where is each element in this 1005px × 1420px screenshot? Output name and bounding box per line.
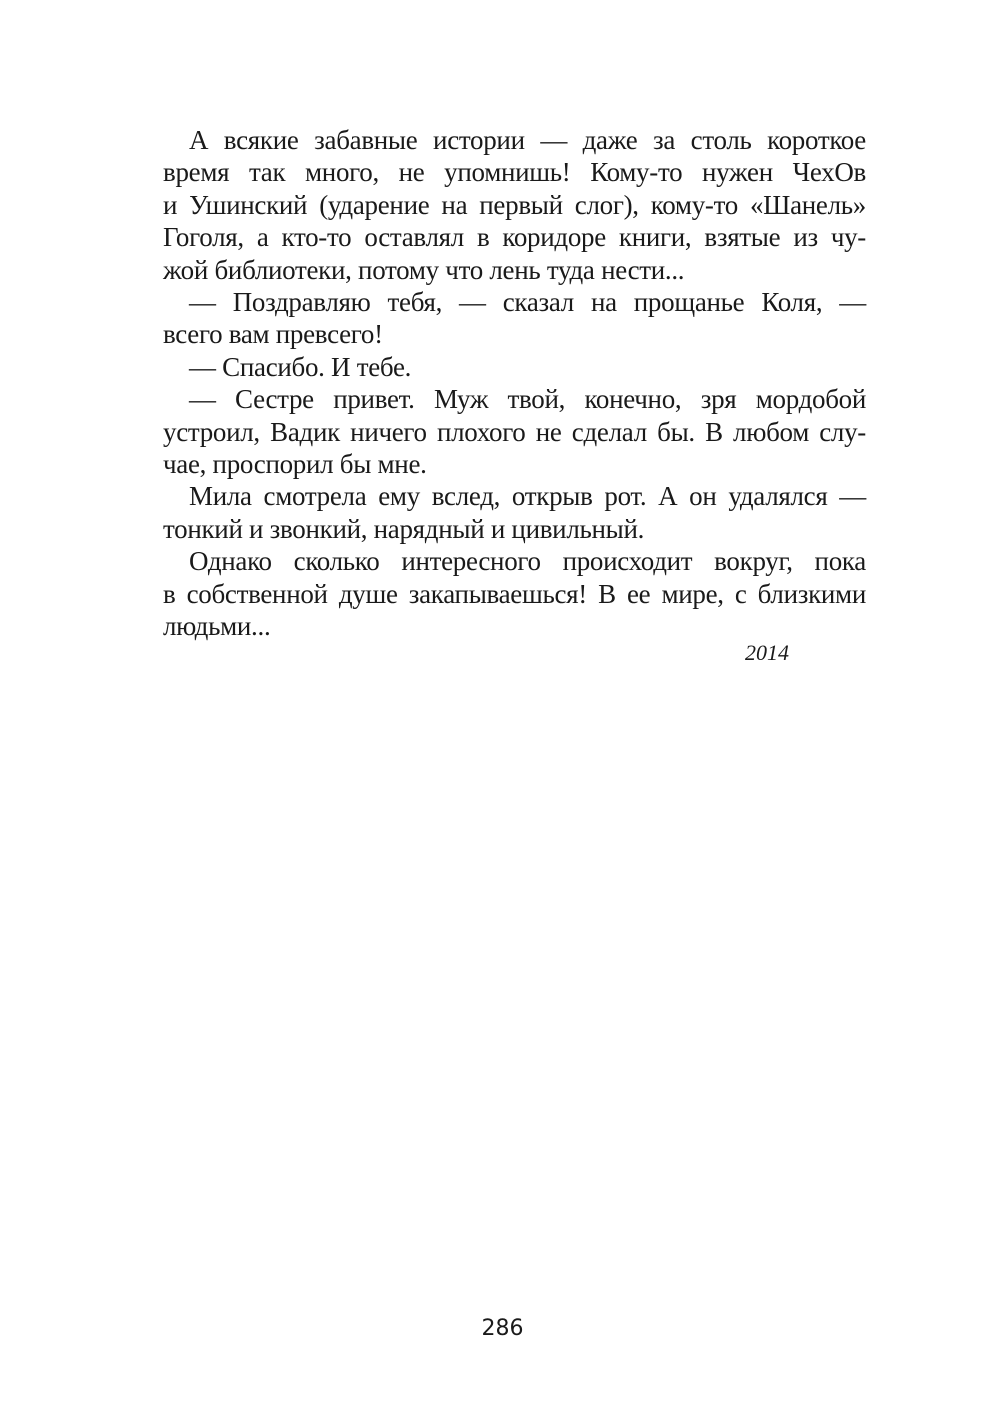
paragraph: [137, 351, 866, 383]
text-line: время так много, не упомнишь! Кому-то нужен ЧехОв: [163, 157, 866, 188]
body-text: [137, 124, 866, 643]
text-line: — Сестре привет. Муж твой, конечно, зря мордобой: [189, 384, 866, 415]
text-line: — Спасибо. И тебе.: [189, 351, 412, 382]
paragraph: [137, 383, 866, 480]
text-line: Однако сколько интересного происходит вокруг, пока: [189, 546, 866, 577]
text-line: и Ушинский (ударение на первый слог), кому-то «Шанель»: [163, 189, 866, 220]
text-line: — Поздравляю тебя, — сказал на прощанье Коля, —: [189, 287, 866, 318]
text-line: всего вам превсего!: [163, 319, 383, 350]
page-number: 286: [481, 1316, 524, 1341]
paragraph: [137, 124, 866, 286]
text-line: тонкий и звонкий, нарядный и цивильный.: [163, 513, 645, 544]
paragraph: [137, 286, 866, 351]
text-line: в собственной душе закапываешься! В ее мире, с близкими: [163, 578, 866, 609]
date-signature: 2014: [745, 640, 789, 665]
text-line: людьми...: [163, 611, 271, 642]
paragraph: [137, 480, 866, 545]
text-line: Мила смотрела ему вслед, открыв рот. А он удалялся —: [189, 481, 866, 512]
text-line: жой библиотеки, потому что лень туда нести...: [163, 254, 685, 285]
text-line: А всякие забавные истории — даже за столь короткое: [189, 125, 866, 155]
text-line: Гоголя, а кто-то оставлял в коридоре книги, взятые из чу-: [163, 222, 866, 253]
text-line: устроил, Вадик ничего плохого не сделал бы. В любом слу-: [163, 416, 866, 447]
paragraph: [137, 545, 866, 642]
text-line: чае, проспорил бы мне.: [163, 449, 427, 480]
